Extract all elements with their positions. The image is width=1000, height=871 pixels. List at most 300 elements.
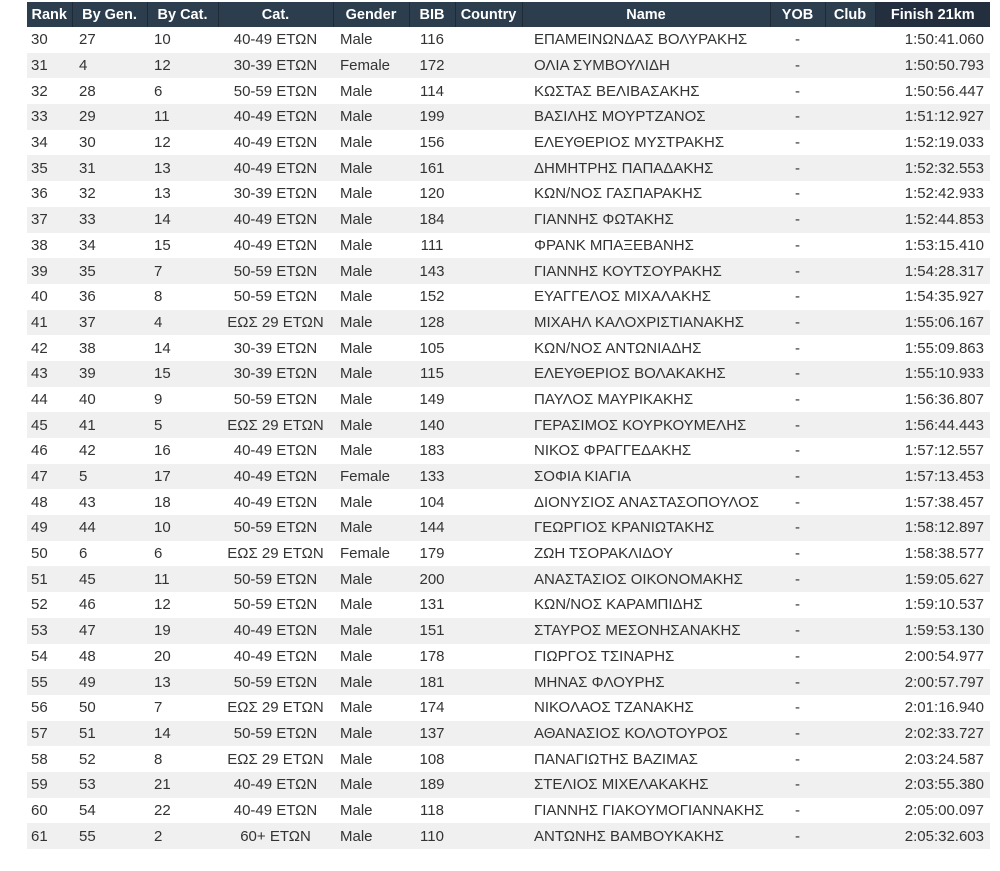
cell-finish-21km: 1:58:38.577 [904,545,984,563]
cell-bib: 183 [419,442,445,460]
cell-club [825,412,875,438]
table-row [27,27,990,53]
cell-club [825,464,875,490]
cell-by-cat: 12 [154,596,171,614]
cell-name: ΣΤΕΛΙΟΣ ΜΙΧΕΛΑΚΑΚΗΣ [534,776,709,794]
cell-by-cat: 6 [154,82,163,100]
cell-rank: 56 [31,699,48,717]
cell-name: ΓΙΑΝΝΗΣ ΓΙΑΚΟΥΜΟΓΙΑΝΝΑΚΗΣ [534,801,764,819]
cell-cat: 40-49 ΕΤΩΝ [233,236,318,254]
cell-gender: Male [340,262,373,280]
cell-club [825,155,875,181]
cell-cat: ΕΩΣ 29 ΕΤΩΝ [227,545,324,563]
cell-club [825,207,875,233]
results-table-header [27,2,990,27]
cell-by-cat: 10 [154,519,171,537]
cell-yob: - [795,390,800,408]
cell-club [825,438,875,464]
cell-name: ΕΥΑΓΓΕΛΟΣ ΜΙΧΑΛΑΚΗΣ [534,288,712,306]
cell-finish-21km: 1:59:53.130 [904,622,984,640]
cell-by-cat: 15 [154,365,171,383]
cell-rank: 54 [31,647,48,665]
cell-club [825,361,875,387]
cell-bib: 184 [419,211,445,229]
cell-country [455,798,522,824]
cell-gender: Male [340,288,373,306]
cell-by-gen: 35 [79,262,96,280]
cell-by-cat: 10 [154,31,171,49]
cell-bib: 110 [420,827,444,845]
cell-by-gen: 34 [79,236,96,254]
cell-club [825,78,875,104]
cell-by-cat: 21 [154,776,171,794]
cell-yob: - [795,365,800,383]
cell-country [455,155,522,181]
cell-bib: 137 [419,724,445,742]
cell-yob: - [795,288,800,306]
cell-cat: 50-59 ΕΤΩΝ [233,82,318,100]
cell-by-cat: 7 [154,699,163,717]
cell-finish-21km: 2:05:00.097 [904,801,984,819]
cell-by-cat: 20 [154,647,171,665]
cell-rank: 30 [31,31,48,49]
cell-name: ΓΙΑΝΝΗΣ ΦΩΤΑΚΗΣ [534,211,674,229]
cell-finish-21km: 1:54:28.317 [904,262,984,280]
cell-finish-21km: 1:59:10.537 [904,596,984,614]
cell-bib: 108 [419,750,445,768]
table-row [27,310,990,336]
cell-country [455,489,522,515]
cell-bib: 114 [420,82,444,100]
cell-country [455,258,522,284]
cell-cat: 50-59 ΕΤΩΝ [233,596,318,614]
cell-bib: 179 [419,545,445,563]
cell-club [825,53,875,79]
cell-yob: - [795,827,800,845]
cell-gender: Male [340,390,373,408]
cell-by-gen: 44 [79,519,96,537]
cell-by-gen: 50 [79,699,96,717]
cell-name: ΣΟΦΙΑ ΚΙΑΓΙΑ [534,468,632,486]
cell-name: ΔΗΜΗΤΡΗΣ ΠΑΠΑΔΑΚΗΣ [534,159,714,177]
cell-by-cat: 14 [154,339,171,357]
cell-rank: 58 [31,750,48,768]
table-row [27,618,990,644]
cell-rank: 52 [31,596,48,614]
cell-name: ΔΙΟΝΥΣΙΟΣ ΑΝΑΣΤΑΣΟΠΟΥΛΟΣ [534,493,760,511]
column-header-gender: Gender [333,2,409,27]
cell-rank: 49 [31,519,48,537]
cell-country [455,592,522,618]
cell-finish-21km: 1:54:35.927 [904,288,984,306]
cell-bib: 144 [419,519,445,537]
cell-yob: - [795,468,800,486]
cell-by-cat: 11 [154,108,170,126]
cell-by-gen: 33 [79,211,96,229]
cell-gender: Male [340,570,373,588]
cell-gender: Male [340,313,373,331]
cell-yob: - [795,57,800,75]
cell-gender: Male [340,134,373,152]
table-row [27,438,990,464]
cell-cat: 40-49 ΕΤΩΝ [233,493,318,511]
cell-finish-21km: 2:00:57.797 [904,673,984,691]
cell-cat: 50-59 ΕΤΩΝ [233,390,318,408]
cell-by-gen: 5 [79,468,88,486]
cell-gender: Female [340,57,391,75]
cell-club [825,258,875,284]
table-row [27,387,990,413]
cell-finish-21km: 2:01:16.940 [904,699,984,717]
cell-yob: - [795,622,800,640]
cell-country [455,78,522,104]
column-header-by-cat: By Cat. [147,2,218,27]
cell-yob: - [795,236,800,254]
cell-by-gen: 4 [79,57,88,75]
cell-finish-21km: 1:57:13.453 [904,468,984,486]
cell-by-gen: 46 [79,596,96,614]
cell-country [455,566,522,592]
cell-cat: 40-49 ΕΤΩΝ [233,159,318,177]
cell-rank: 53 [31,622,48,640]
cell-club [825,772,875,798]
table-row [27,772,990,798]
cell-bib: 156 [419,134,445,152]
cell-club [825,387,875,413]
cell-country [455,284,522,310]
cell-club [825,798,875,824]
cell-country [455,721,522,747]
cell-country [455,27,522,53]
cell-by-cat: 19 [154,622,171,640]
cell-yob: - [795,339,800,357]
cell-rank: 47 [31,468,48,486]
cell-country [455,669,522,695]
cell-gender: Male [340,339,373,357]
cell-country [455,361,522,387]
cell-by-cat: 11 [154,570,170,588]
cell-gender: Male [340,519,373,537]
cell-cat: 40-49 ΕΤΩΝ [233,801,318,819]
cell-cat: 30-39 ΕΤΩΝ [233,365,318,383]
cell-name: ΓΙΩΡΓΟΣ ΤΣΙΝΑΡΗΣ [534,647,675,665]
cell-gender: Male [340,185,373,203]
cell-by-cat: 12 [154,134,171,152]
cell-rank: 34 [31,134,48,152]
column-header-bib: BIB [409,2,455,27]
results-table-body [27,27,990,849]
cell-by-cat: 8 [154,288,163,306]
cell-name: ΝΙΚΟΛΑΟΣ ΤΖΑΝΑΚΗΣ [534,699,694,717]
cell-cat: 50-59 ΕΤΩΝ [233,673,318,691]
cell-bib: 131 [419,596,445,614]
cell-gender: Male [340,211,373,229]
cell-bib: 133 [419,468,445,486]
cell-finish-21km: 1:52:19.033 [904,134,984,152]
cell-rank: 61 [31,827,48,845]
cell-bib: 152 [419,288,445,306]
cell-yob: - [795,185,800,203]
column-header-name: Name [522,2,770,27]
cell-finish-21km: 1:55:09.863 [904,339,984,357]
cell-rank: 32 [31,82,48,100]
cell-bib: 181 [419,673,445,691]
cell-bib: 178 [419,647,445,665]
cell-by-gen: 39 [79,365,96,383]
cell-finish-21km: 2:03:24.587 [904,750,984,768]
cell-finish-21km: 2:03:55.380 [904,776,984,794]
cell-gender: Male [340,673,373,691]
cell-club [825,130,875,156]
cell-gender: Male [340,31,373,49]
cell-by-cat: 12 [154,57,171,75]
cell-yob: - [795,776,800,794]
cell-yob: - [795,699,800,717]
cell-by-gen: 36 [79,288,96,306]
cell-bib: 200 [419,570,445,588]
cell-cat: 30-39 ΕΤΩΝ [233,339,318,357]
cell-rank: 50 [31,545,48,563]
cell-by-gen: 48 [79,647,96,665]
table-row [27,695,990,721]
cell-yob: - [795,493,800,511]
cell-cat: 40-49 ΕΤΩΝ [233,211,318,229]
cell-country [455,207,522,233]
cell-finish-21km: 2:00:54.977 [904,647,984,665]
cell-by-cat: 14 [154,724,171,742]
table-row [27,78,990,104]
cell-by-cat: 14 [154,211,171,229]
cell-bib: 151 [419,622,445,640]
cell-finish-21km: 1:57:12.557 [904,442,984,460]
header-row [27,2,990,27]
cell-country [455,438,522,464]
cell-country [455,233,522,259]
cell-country [455,746,522,772]
cell-gender: Male [340,750,373,768]
cell-rank: 48 [31,493,48,511]
cell-cat: 50-59 ΕΤΩΝ [233,288,318,306]
cell-country [455,618,522,644]
cell-finish-21km: 1:55:06.167 [904,313,984,331]
cell-name: ΑΝΤΩΝΗΣ ΒΑΜΒΟΥΚΑΚΗΣ [534,827,724,845]
cell-by-gen: 28 [79,82,96,100]
cell-by-gen: 30 [79,134,96,152]
cell-bib: 118 [420,801,444,819]
cell-yob: - [795,596,800,614]
cell-cat: 40-49 ΕΤΩΝ [233,647,318,665]
cell-yob: - [795,134,800,152]
cell-rank: 40 [31,288,48,306]
table-row [27,644,990,670]
cell-rank: 55 [31,673,48,691]
cell-bib: 104 [419,493,445,511]
cell-name: ΚΩΝ/ΝΟΣ ΚΑΡΑΜΠΙΔΗΣ [534,596,703,614]
cell-yob: - [795,545,800,563]
race-results [27,2,990,849]
cell-club [825,104,875,130]
table-row [27,53,990,79]
cell-by-gen: 40 [79,390,96,408]
cell-club [825,233,875,259]
cell-rank: 59 [31,776,48,794]
cell-gender: Male [340,596,373,614]
cell-by-cat: 8 [154,750,163,768]
cell-bib: 105 [419,339,445,357]
cell-name: ΓΕΡΑΣΙΜΟΣ ΚΟΥΡΚΟΥΜΕΛΗΣ [534,416,747,434]
cell-yob: - [795,159,800,177]
cell-cat: 40-49 ΕΤΩΝ [233,442,318,460]
cell-by-gen: 49 [79,673,96,691]
cell-name: ΜΙΧΑΗΛ ΚΑΛΟΧΡΙΣΤΙΑΝΑΚΗΣ [534,313,744,331]
cell-yob: - [795,750,800,768]
cell-name: ΜΗΝΑΣ ΦΛΟΥΡΗΣ [534,673,665,691]
cell-country [455,104,522,130]
cell-by-gen: 38 [79,339,96,357]
cell-name: ΣΤΑΥΡΟΣ ΜΕΣΟΝΗΣΑΝΑΚΗΣ [534,622,741,640]
cell-bib: 115 [420,365,444,383]
cell-by-gen: 41 [79,416,96,434]
cell-country [455,644,522,670]
cell-club [825,284,875,310]
cell-gender: Female [340,468,391,486]
cell-cat: ΕΩΣ 29 ΕΤΩΝ [227,699,324,717]
cell-by-cat: 9 [154,390,163,408]
cell-rank: 36 [31,185,48,203]
cell-rank: 46 [31,442,48,460]
cell-bib: 140 [419,416,445,434]
cell-cat: 50-59 ΕΤΩΝ [233,724,318,742]
cell-rank: 43 [31,365,48,383]
cell-name: ΓΕΩΡΓΙΟΣ ΚΡΑΝΙΩΤΑΚΗΣ [534,519,715,537]
cell-name: ΓΙΑΝΝΗΣ ΚΟΥΤΣΟΥΡΑΚΗΣ [534,262,722,280]
cell-by-cat: 16 [154,442,171,460]
cell-name: ΚΩΝ/ΝΟΣ ΓΑΣΠΑΡΑΚΗΣ [534,185,703,203]
cell-name: ΠΑΥΛΟΣ ΜΑΥΡΙΚΑΚΗΣ [534,390,694,408]
table-row [27,592,990,618]
cell-bib: 116 [420,31,444,49]
cell-cat: 30-39 ΕΤΩΝ [233,185,318,203]
cell-rank: 38 [31,236,48,254]
cell-country [455,515,522,541]
column-header-cat: Cat. [218,2,333,27]
table-row [27,258,990,284]
cell-by-cat: 5 [154,416,163,434]
cell-club [825,618,875,644]
cell-finish-21km: 1:55:10.933 [904,365,984,383]
cell-rank: 39 [31,262,48,280]
cell-rank: 45 [31,416,48,434]
cell-gender: Male [340,108,373,126]
cell-yob: - [795,262,800,280]
cell-finish-21km: 1:53:15.410 [904,236,984,254]
cell-gender: Male [340,827,373,845]
cell-finish-21km: 1:50:41.060 [904,31,984,49]
cell-name: ΖΩΗ ΤΣΟΡΑΚΛΙΔΟΥ [534,545,674,563]
cell-name: ΑΘΑΝΑΣΙΟΣ ΚΟΛΟΤΟΥΡΟΣ [534,724,728,742]
cell-cat: 50-59 ΕΤΩΝ [233,262,318,280]
cell-by-gen: 53 [79,776,96,794]
cell-gender: Male [340,416,373,434]
table-row [27,566,990,592]
table-row [27,335,990,361]
cell-country [455,772,522,798]
cell-cat: 40-49 ΕΤΩΝ [233,776,318,794]
cell-by-gen: 47 [79,622,96,640]
cell-rank: 51 [31,570,48,588]
cell-cat: ΕΩΣ 29 ΕΤΩΝ [227,416,324,434]
cell-name: ΑΝΑΣΤΑΣΙΟΣ ΟΙΚΟΝΟΜΑΚΗΣ [534,570,743,588]
cell-by-cat: 4 [154,313,163,331]
results-table [27,2,990,849]
cell-by-gen: 6 [79,545,88,563]
cell-club [825,181,875,207]
cell-rank: 37 [31,211,48,229]
cell-bib: 149 [419,390,445,408]
cell-name: ΕΛΕΥΘΕΡΙΟΣ ΜΥΣΤΡΑΚΗΣ [534,134,725,152]
cell-country [455,130,522,156]
cell-cat: 40-49 ΕΤΩΝ [233,468,318,486]
cell-country [455,541,522,567]
cell-by-gen: 52 [79,750,96,768]
table-row [27,798,990,824]
cell-rank: 31 [31,57,48,75]
cell-name: ΦΡΑΝΚ ΜΠΑΞΕΒΑΝΗΣ [534,236,694,254]
cell-by-gen: 37 [79,313,96,331]
cell-finish-21km: 1:52:44.853 [904,211,984,229]
cell-gender: Male [340,236,373,254]
cell-finish-21km: 1:51:12.927 [904,108,984,126]
cell-name: ΟΛΙΑ ΣΥΜΒΟΥΛΙΔΗ [534,57,670,75]
cell-bib: 120 [419,185,445,203]
cell-by-cat: 17 [154,468,171,486]
cell-cat: 50-59 ΕΤΩΝ [233,570,318,588]
table-row [27,181,990,207]
cell-club [825,310,875,336]
cell-club [825,695,875,721]
table-row [27,489,990,515]
cell-by-cat: 7 [154,262,163,280]
cell-gender: Male [340,622,373,640]
cell-club [825,27,875,53]
cell-yob: - [795,31,800,49]
table-row [27,361,990,387]
cell-bib: 189 [419,776,445,794]
cell-yob: - [795,519,800,537]
column-header-yob: YOB [770,2,825,27]
cell-cat: 40-49 ΕΤΩΝ [233,31,318,49]
cell-club [825,566,875,592]
table-row [27,104,990,130]
cell-yob: - [795,724,800,742]
column-header-country: Country [455,2,522,27]
cell-name: ΠΑΝΑΓΙΩΤΗΣ ΒΑΖΙΜΑΣ [534,750,698,768]
cell-bib: 111 [420,236,444,254]
cell-cat: 40-49 ΕΤΩΝ [233,622,318,640]
cell-club [825,489,875,515]
cell-by-gen: 42 [79,442,96,460]
cell-finish-21km: 1:50:50.793 [904,57,984,75]
cell-gender: Male [340,442,373,460]
cell-rank: 42 [31,339,48,357]
cell-finish-21km: 1:58:12.897 [904,519,984,537]
cell-finish-21km: 1:50:56.447 [904,82,984,100]
cell-country [455,310,522,336]
table-row [27,412,990,438]
cell-country [455,412,522,438]
cell-country [455,53,522,79]
cell-name: ΕΛΕΥΘΕΡΙΟΣ ΒΟΛΑΚΑΚΗΣ [534,365,726,383]
